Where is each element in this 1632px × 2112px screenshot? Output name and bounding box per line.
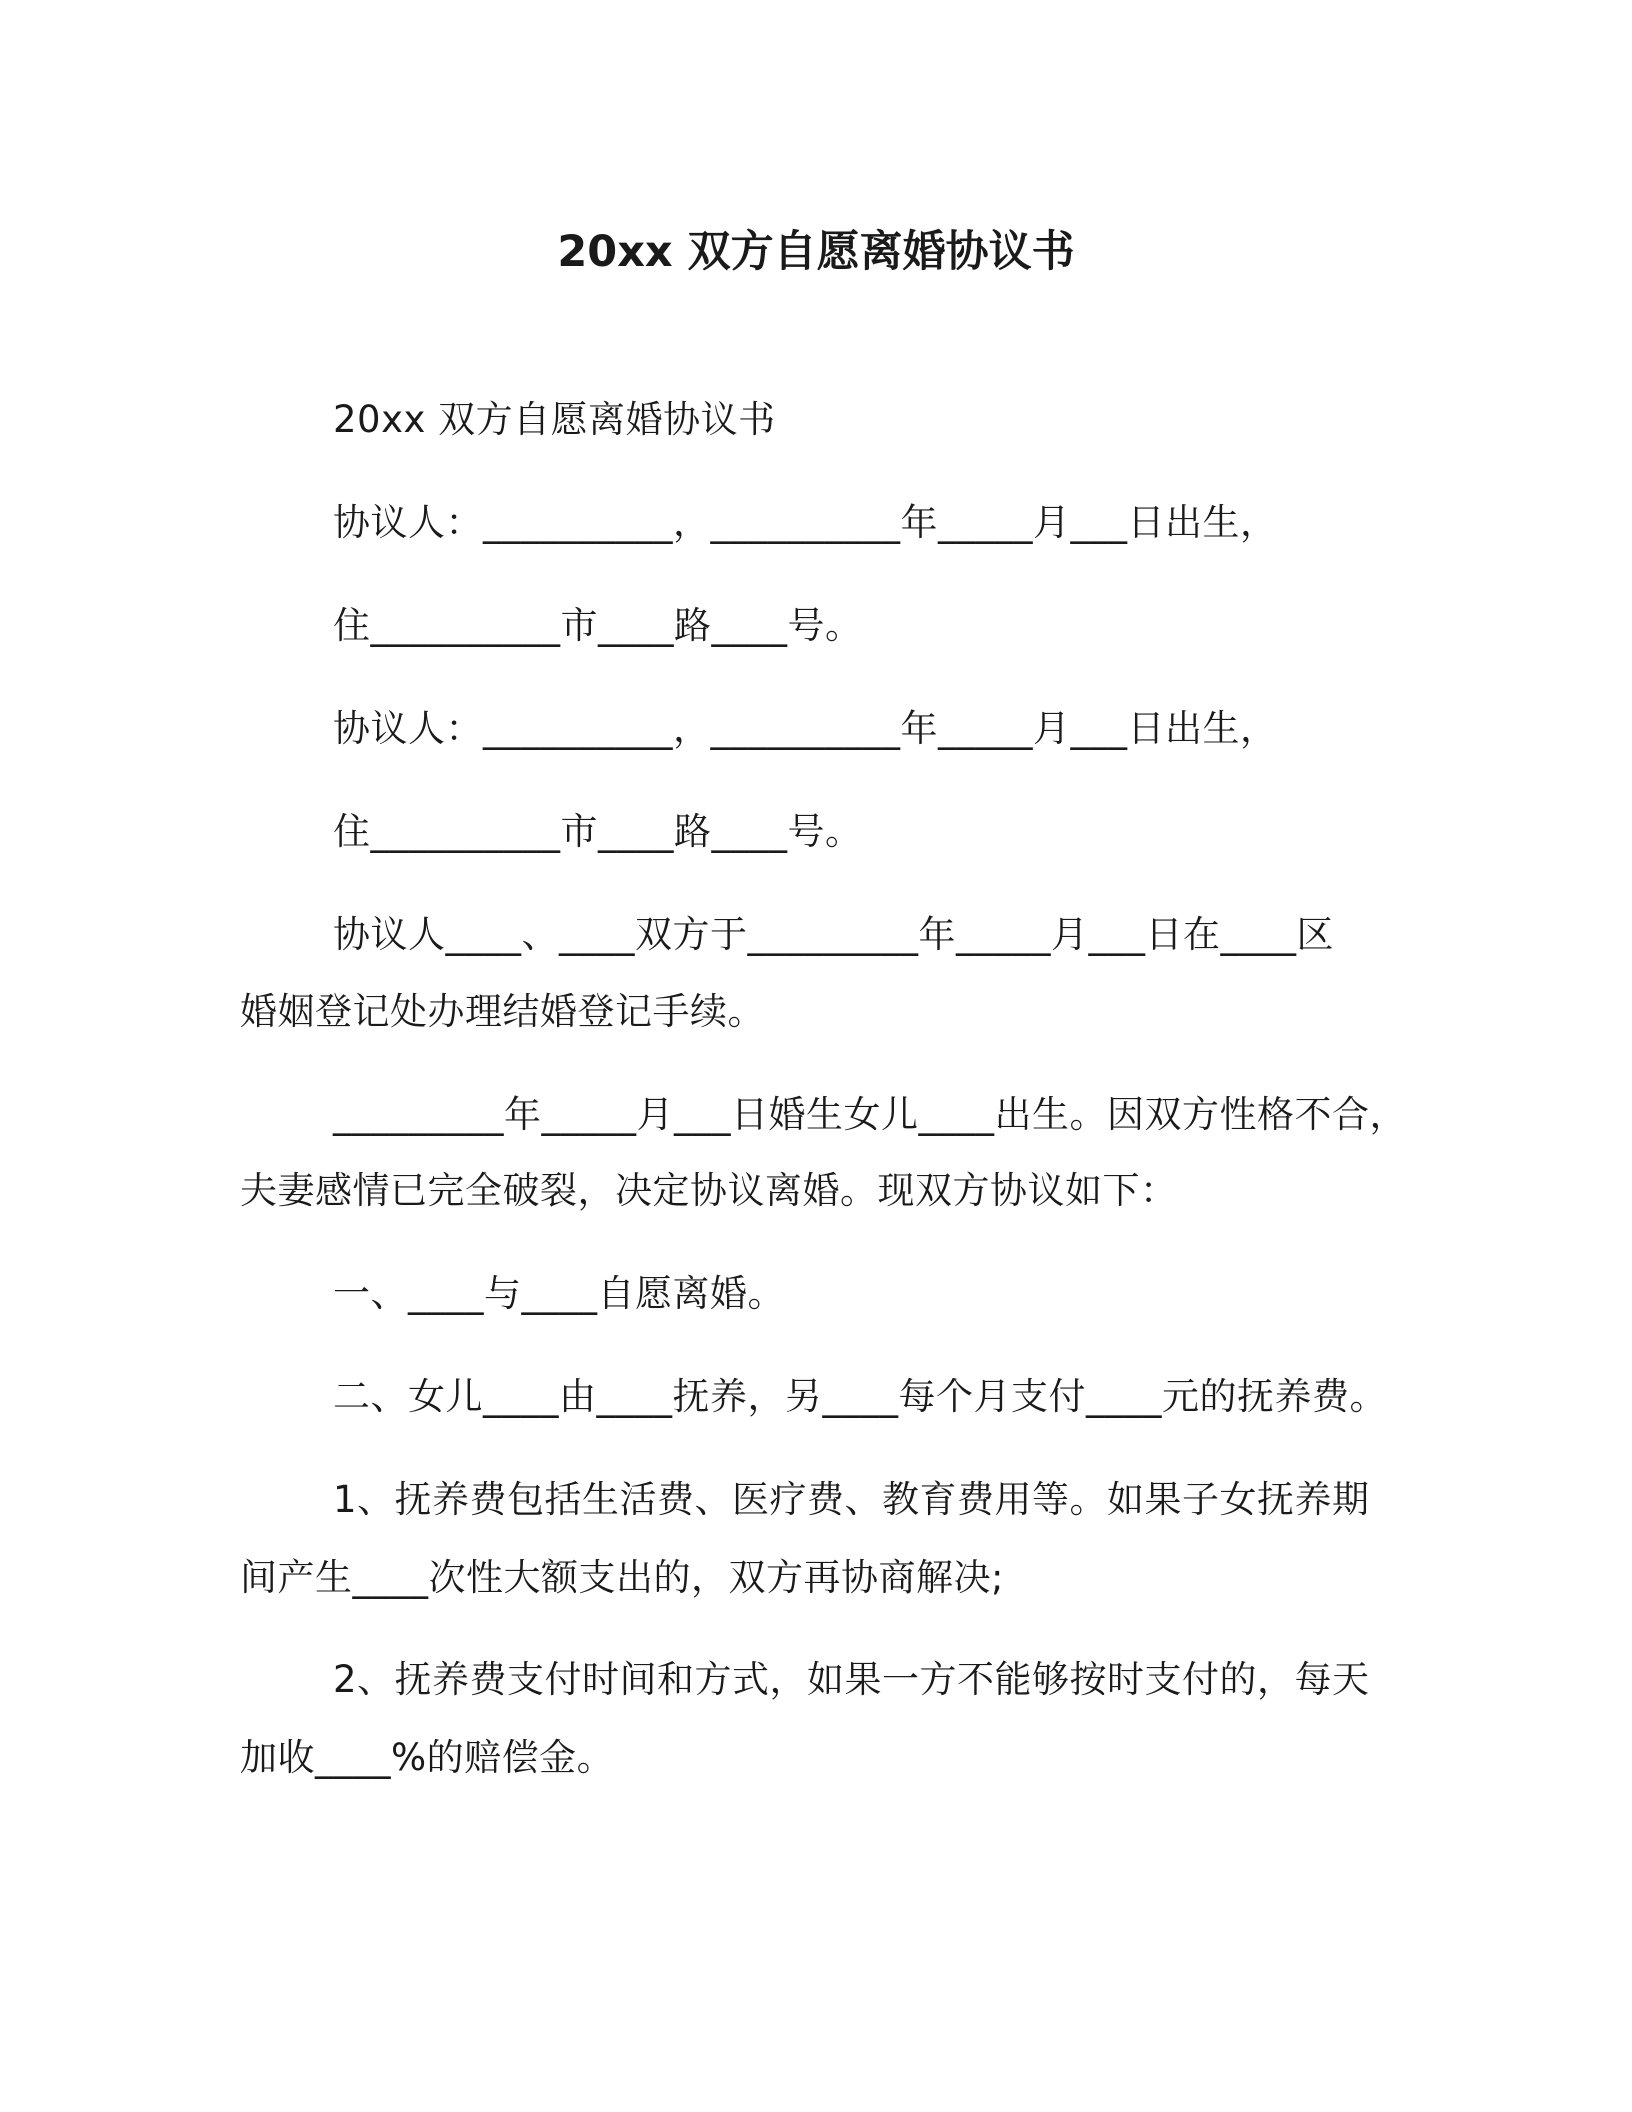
item-two-line: 2、抚养费支付时间和方式，如果一方不能够按时支付的，每天 [333,1658,1370,1701]
item-two-continued-line: 加收____%的赔偿金。 [240,1736,615,1779]
marriage-registration-continued-line: 婚姻登记处办理结婚登记手续。 [240,990,765,1033]
clause-one-line: 一、____与____自愿离婚。 [333,1272,785,1315]
clause-two-line: 二、女儿____由____抚养，另____每个月支付____元的抚养费。 [333,1375,1387,1418]
divorce-decision-line: 夫妻感情已完全破裂，决定协议离婚。现双方协议如下： [240,1169,1178,1212]
party-one-address-line: 住__________市____路____号。 [333,604,863,647]
item-one-line: 1、抚养费包括生活费、医疗费、教育费用等。如果子女抚养期 [333,1478,1370,1521]
party-two-address-line: 住__________市____路____号。 [333,810,863,853]
marriage-registration-line: 协议人____、____双方于_________年_____月___日在____区 [333,913,1334,956]
document-title: 20xx 双方自愿离婚协议书 [557,227,1075,277]
party-two-line: 协议人：__________，__________年_____月___日出生， [333,707,1278,750]
item-one-continued-line: 间产生____次性大额支出的，双方再协商解决; [240,1556,1004,1599]
child-birth-line: _________年_____月___日婚生女儿____出生。因双方性格不合， [333,1093,1407,1136]
party-one-line: 协议人：__________，__________年_____月___日出生， [333,501,1278,544]
subtitle-line: 20xx 双方自愿离婚协议书 [333,398,776,441]
